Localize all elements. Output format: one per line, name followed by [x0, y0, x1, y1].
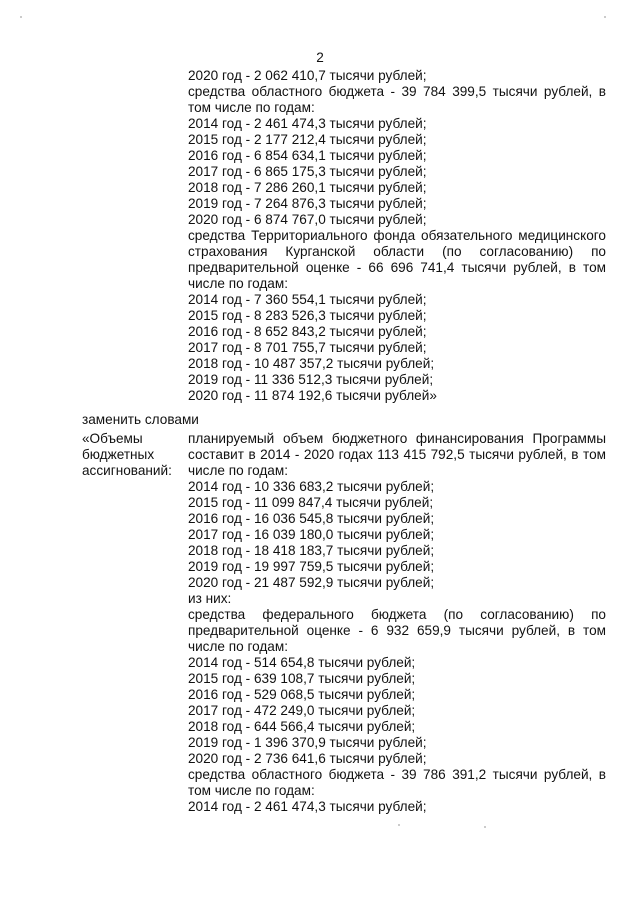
- year-line: 2019 год - 11 336 512,3 тысячи рублей;: [188, 372, 434, 387]
- year-line: 2014 год - 7 360 554,1 тысячи рублей;: [188, 292, 427, 307]
- year-line: 2020 год - 6 874 767,0 тысячи рублей;: [188, 212, 427, 227]
- year-line: 2014 год - 2 461 474,3 тысячи рублей;: [188, 799, 427, 814]
- regional-budget-heading: средства областного бюджета - 39 786 391,2 тысячи рублей, в том числе по годам:: [188, 767, 606, 798]
- year-line: 2018 год - 10 487 357,2 тысячи рублей;: [188, 356, 435, 371]
- year-line: 2015 год - 2 177 212,4 тысячи рублей;: [188, 132, 427, 147]
- regional-budget-heading: средства областного бюджета - 39 784 399,5 тысячи рублей, в том числе по годам:: [188, 84, 606, 115]
- year-line: 2016 год - 6 854 634,1 тысячи рублей;: [188, 148, 427, 163]
- scan-speck: [484, 826, 486, 828]
- year-line: 2020 год - 21 487 592,9 тысячи рублей;: [188, 575, 435, 590]
- scan-speck: [20, 16, 22, 18]
- year-line: 2019 год - 19 997 759,5 тысячи рублей;: [188, 559, 435, 574]
- federal-budget-heading: средства федерального бюджета (по согласованию) по предварительной оценке - 6 932 659,9 тысячи рублей, в том числе по годам:: [188, 607, 606, 654]
- year-line: 2017 год - 8 701 755,7 тысячи рублей;: [188, 340, 427, 355]
- of-which-line: из них:: [188, 591, 232, 606]
- year-line: 2020 год - 11 874 192,6 тысячи рублей»: [188, 388, 437, 403]
- year-line: 2016 год - 529 068,5 тысячи рублей;: [188, 687, 416, 702]
- year-line: 2020 год - 2 736 641,6 тысячи рублей;: [188, 751, 427, 766]
- year-line: 2014 год - 10 336 683,2 тысячи рублей;: [188, 479, 435, 494]
- scan-speck: [604, 16, 606, 18]
- year-line: 2016 год - 8 652 843,2 тысячи рублей;: [188, 324, 427, 339]
- year-line: 2016 год - 16 036 545,8 тысячи рублей;: [188, 511, 435, 526]
- year-line: 2018 год - 18 418 183,7 тысячи рублей;: [188, 543, 435, 558]
- year-line: 2019 год - 7 264 876,3 тысячи рублей;: [188, 196, 427, 211]
- year-line: 2018 год - 7 286 260,1 тысячи рублей;: [188, 180, 427, 195]
- year-line: 2014 год - 514 654,8 тысячи рублей;: [188, 655, 416, 670]
- year-line: 2015 год - 8 283 526,3 тысячи рублей;: [188, 308, 427, 323]
- old-funding-block: [188, 68, 606, 404]
- year-line: 2018 год - 644 566,4 тысячи рублей;: [188, 719, 416, 734]
- year-line: 2017 год - 472 249,0 тысячи рублей;: [188, 703, 416, 718]
- year-line: 2014 год - 2 461 474,3 тысячи рублей;: [188, 116, 427, 131]
- year-line: 2015 год - 11 099 847,4 тысячи рублей;: [188, 495, 434, 510]
- total-funding-heading: планируемый объем бюджетного финансирования Программы составит в 2014 - 2020 годах 113 415 792,5 тысячи рублей, в том числе по годам:: [188, 431, 606, 478]
- replace-with-label: заменить словами: [82, 412, 199, 427]
- tfoms-heading: средства Территориального фонда обязательного медицинского страхования Курганской области (по согласованию) по предварительной оценке - 66 696 741,4 тысячи рублей, в том числе по годам:: [188, 228, 606, 291]
- page-number: 2: [316, 50, 324, 65]
- year-line: 2019 год - 1 396 370,9 тысячи рублей;: [188, 735, 427, 750]
- scan-speck: [398, 824, 400, 826]
- year-line: 2017 год - 6 865 175,3 тысячи рублей;: [188, 164, 427, 179]
- text-line: 2020 год - 2 062 410,7 тысячи рублей;: [188, 68, 427, 83]
- new-funding-block: [188, 431, 606, 815]
- label-line: бюджетных: [82, 447, 155, 462]
- budget-allocations-label: [82, 431, 182, 479]
- label-line: ассигнований:: [82, 463, 172, 478]
- year-line: 2015 год - 639 108,7 тысячи рублей;: [188, 671, 416, 686]
- year-line: 2017 год - 16 039 180,0 тысячи рублей;: [188, 527, 435, 542]
- label-line: «Объемы: [82, 431, 143, 446]
